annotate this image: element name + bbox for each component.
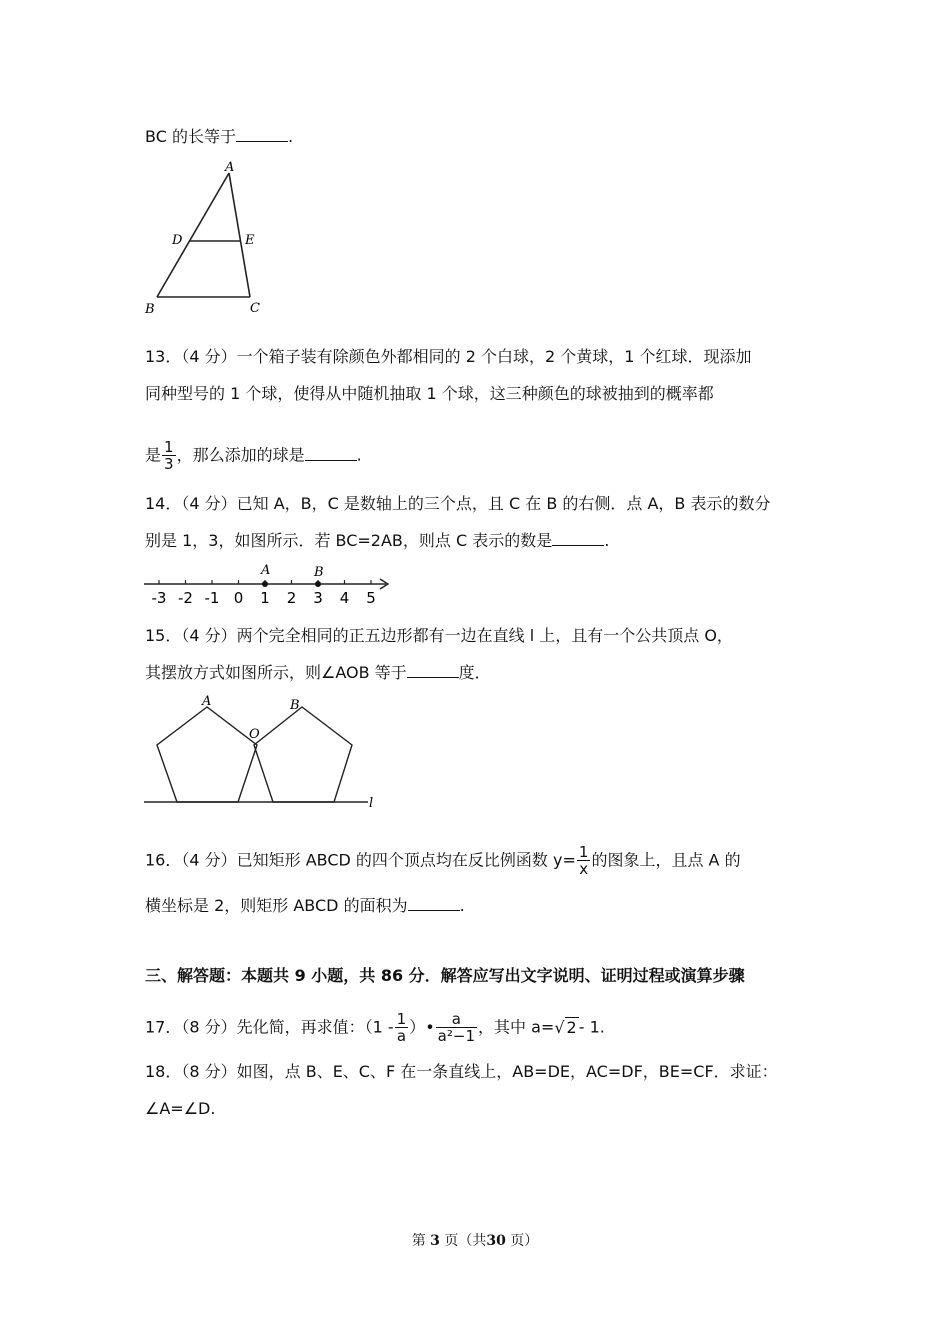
q13-line2: 同种型号的 1 个球，使得从中随机抽取 1 个球，这三种颜色的球被抽到的概率都 (145, 384, 714, 403)
label-d: D (172, 233, 183, 248)
tick-label: 1 (260, 589, 270, 607)
tick-label: 5 (366, 589, 376, 607)
q18-line1: 18．（8 分）如图，点 B、E、C、F 在一条直线上，AB=DE，AC=DF，BE=CF．求证： (145, 1062, 778, 1081)
tick-label: 3 (313, 589, 323, 607)
tick-label: 4 (339, 589, 350, 607)
point-b-label: B (314, 565, 324, 580)
q13-line1: 13．（4 分）一个箱子装有除颜色外都相同的 2 个白球，2 个黄球，1 个红球．现添加 (145, 347, 752, 366)
label-l: l (369, 796, 374, 811)
label-b: B (290, 698, 300, 713)
q13-line3: 是 $\frac{1}{3}$ ，那么添加的球是 . (145, 438, 362, 473)
q17-line: 17．（8 分）先化简，再求值：（1 - $\frac{1}{a}$ ）• $\frac{a}{\text{a²−1}}$ ，其中 a=√ 2 - 1. (145, 1010, 605, 1045)
answer-blank (408, 896, 460, 911)
triangle-figure (140, 155, 270, 320)
q15-line2: 其摆放方式如图所示，则∠AOB 等于 度． (145, 663, 491, 682)
q14-line2: 别是 1，3，如图所示．若 BC=2AB，则点 C 表示的数是 . (145, 531, 610, 550)
side-ab (157, 173, 229, 297)
sqrt-two: √ 2 (554, 1017, 577, 1037)
label-o: O (249, 727, 260, 742)
q14-line1: 14．（4 分）已知 A，B，C 是数轴上的三个点，且 C 在 B 的右侧．点 A，B 表示的数分 (145, 494, 771, 513)
label-a: A (202, 694, 212, 709)
tick-label: -3 (151, 589, 167, 607)
fraction-one-over-x: $\frac{1}{x}$ (578, 843, 589, 878)
point-a (262, 581, 268, 587)
page-total: 30 (486, 1233, 506, 1249)
q18-line2: ∠A=∠D. (145, 1099, 216, 1118)
q16-line2: 横坐标是 2，则矩形 ABCD 的面积为 . (145, 896, 465, 915)
point-a-label: A (261, 563, 271, 578)
pentagons-figure (140, 690, 390, 815)
tick-label: -2 (178, 589, 193, 607)
answer-blank (407, 663, 459, 678)
label-e: E (245, 233, 255, 248)
answer-blank (305, 446, 357, 461)
label-b: B (145, 302, 155, 317)
q15-line1: 15．（4 分）两个完全相同的正五边形都有一边在直线 l 上，且有一个公共顶点 O， (145, 626, 733, 645)
answer-blank (552, 531, 604, 546)
section-heading: 三、解答题：本题共 9 小题，共 86 分．解答应写出文字说明、证明过程或演算步骤 (145, 966, 745, 985)
answer-blank (236, 127, 288, 142)
pentagon-left (157, 707, 257, 802)
tick-label: 2 (286, 589, 297, 607)
number-line-figure (140, 560, 400, 608)
q12-tail-line: BC 的长等于 . (145, 127, 294, 146)
pentagon-right (254, 707, 352, 802)
fraction-one-third: $\frac{1}{3}$ (164, 438, 174, 473)
page-number: 3 (430, 1233, 440, 1249)
fraction-a-over-a2-minus-1: $\frac{a}{\text{a²−1}}$ (437, 1010, 475, 1045)
point-b (315, 581, 321, 587)
fraction-one-over-a: $\frac{1}{a}$ (396, 1010, 407, 1045)
label-a: A (225, 160, 235, 175)
tick-label: 0 (233, 589, 244, 607)
q16-line1: 16．（4 分）已知矩形 ABCD 的四个顶点均在反比例函数 y= $\frac{1}{x}$ 的图象上，且点 A 的 (145, 843, 741, 878)
page-footer: 第 3 页（共30 页） (411, 1233, 539, 1249)
label-c: C (250, 301, 260, 316)
q12-tail-text: BC 的长等于 (145, 127, 236, 146)
tick-label: -1 (204, 589, 220, 607)
